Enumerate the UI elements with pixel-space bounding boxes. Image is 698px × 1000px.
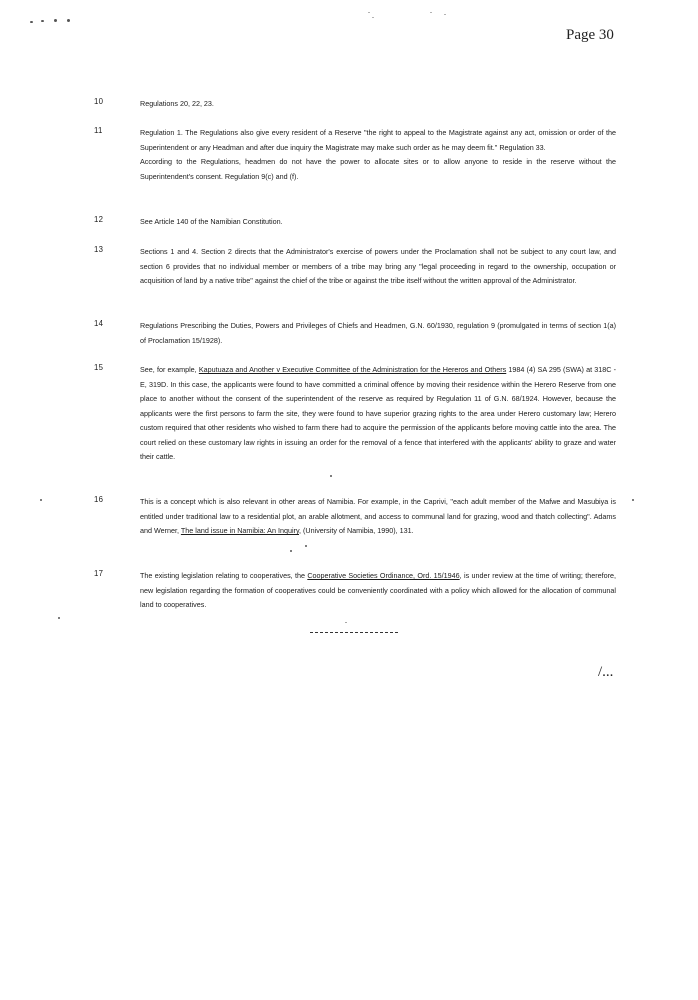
endnote-text	[140, 569, 616, 613]
endnote-text-segment: 1984 (4) SA 295 (SWA) at 318C - E, 319D. In this case, the applicants were found to have committed a criminal offence by moving their residence within the Herero Reserve from one place to another without the consent of the superintendent of the reserve as required by Regulation 11 of G.N. 68/1924. However, because the applicants were the first persons to farm the site, they were found to have superior grazing rights to the area under Herero customary law; Herero custom required that other residents who wished to farm there had to acquire the permission of the applicants before moving cattle into the area. The court relied on these customary law rights in issuing an order for the removal of a fence that interfered with the applicants' ability to graze and water their cattle.	[140, 365, 616, 461]
scan-speck	[632, 499, 634, 501]
book-title: The land issue in Namibia: An Inquiry	[180, 526, 300, 535]
scan-speck	[305, 545, 307, 547]
endnote-number: 13	[94, 245, 104, 254]
scan-speck	[372, 17, 374, 18]
endnote-text	[140, 319, 616, 348]
endnote-number: 10	[94, 97, 104, 106]
ordinance-citation: Cooperative Societies Ordinance, Ord. 15/1946	[307, 571, 460, 580]
scan-speck	[290, 550, 292, 552]
endnote-text	[140, 363, 616, 465]
scan-speck	[58, 617, 60, 619]
endnote-text	[140, 97, 616, 112]
endnote-text-segment: The existing legislation relating to cooperatives, the	[140, 571, 308, 580]
endnote-text	[140, 495, 616, 539]
scan-speck	[345, 622, 347, 623]
endnote-text-segment: See Article 140 of the Namibian Constitution.	[140, 217, 283, 226]
endnote-number: 15	[94, 363, 104, 372]
endnote-number: 16	[94, 495, 104, 504]
endnote-text-segment: , (University of Namibia, 1990), 131.	[299, 526, 414, 535]
section-divider	[310, 632, 398, 633]
endnote-number: 12	[94, 215, 104, 224]
endnote-text	[140, 215, 616, 230]
endnote-number: 17	[94, 569, 104, 578]
scan-speck	[41, 20, 44, 22]
endnote-text	[140, 245, 616, 289]
endnote-text-segment: This is a concept which is also relevant in other areas of Namibia. For example, in the Caprivi, "each adult member of the Mafwe and Masubiya is entitled under traditional law to a residential plot, an arable allotment, and access to communal land for grazing, wood and thatch collecting". Adams and Werner,	[140, 497, 616, 535]
continuation-mark: /...	[598, 664, 614, 680]
case-citation: Kaputuaza and Another v Executive Committee of the Administration for the Hereros and Others	[198, 365, 507, 374]
endnote-number: 11	[94, 126, 103, 135]
scan-speck	[430, 12, 432, 13]
scan-speck	[54, 19, 57, 22]
scan-speck	[40, 499, 42, 501]
endnote-text-segment: Regulations 20, 22, 23.	[140, 99, 214, 108]
endnote-text-segment: Regulation 1. The Regulations also give every resident of a Reserve "the right to appeal to the Magistrate against any act, omission or order of the Superintendent or any Headman and after due inquiry the Magistrate may make such order as he may deem fit." Regulation 33.	[140, 128, 616, 152]
endnote-second-paragraph: According to the Regulations, headmen do not have the power to allocate sites or to allow anyone to reside in the reserve without the Superintendent's consent. Regulation 9(c) and (f).	[140, 157, 616, 181]
endnote-text	[140, 126, 616, 184]
scan-speck	[67, 19, 70, 22]
scan-speck	[368, 12, 370, 13]
endnote-text-segment: Sections 1 and 4. Section 2 directs that the Administrator's exercise of powers under the Proclamation shall not be subject to any court law, and section 6 provides that no individual member or members of a tribe may bring any "legal proceeding in regard to the ownership, occupation or acquisition of land by a native tribe" against the chief of the tribe or against the tribe itself without the written approval of the Administrator.	[140, 247, 616, 285]
scan-speck	[444, 14, 446, 15]
endnote-number: 14	[94, 319, 104, 328]
scan-speck	[30, 21, 33, 23]
endnote-text-segment: See, for example,	[140, 365, 199, 374]
endnote-text-segment: , is under review at the time of writing; therefore, new legislation regarding the formation of cooperatives could be conveniently coordinated with a policy which allowed for the allocation of communal land to cooperatives.	[140, 571, 617, 609]
endnote-text-segment: Regulations Prescribing the Duties, Powers and Privileges of Chiefs and Headmen, G.N. 60/1930, regulation 9 (promulgated in terms of section 1(a) of Proclamation 15/1928).	[140, 321, 616, 345]
scan-speck	[330, 475, 332, 477]
page-number: Page 30	[566, 27, 614, 43]
